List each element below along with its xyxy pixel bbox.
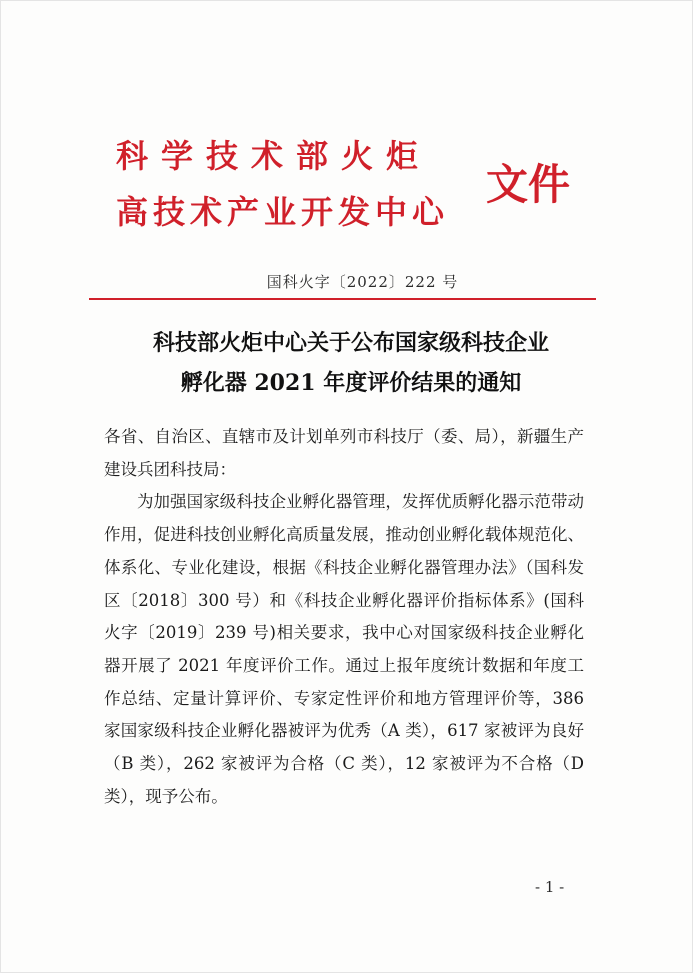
body-paragraph: 为加强国家级科技企业孵化器管理，发挥优质孵化器示范带动作用，促进科技创业孵化高质量发展，推动创业孵化载体规范化、体系化、专业化建设，根据《科技企业孵化器管理办法》（国科发区〔2018〕300 号）和《科技企业孵化器评价指标体系》(国科火字〔2019〕239 号)相关要求，我中心对国家级科技企业孵化器开展了 2021 年度评价工作。通过上报年度统计数据和年度工作总结、定量计算评价、专家定性评价和地方管理评价等，386 家国家级科技企业孵化器被评为优秀（A 类），617 家被评为良好（B 类），262 家被评为合格（C 类），12 家被评为不合格（D 类），现予公布。: [104, 492, 584, 806]
notice-title: [71, 323, 631, 403]
page-number: - 1 -: [535, 878, 565, 896]
issuing-org-line-1: 科学技术部火炬: [116, 137, 432, 175]
notice-body: [104, 421, 584, 813]
notice-title-line-1: 科技部火炬中心关于公布国家级科技企业: [152, 330, 549, 356]
notice-title-line-2: 孵化器 2021 年度评价结果的通知: [180, 370, 522, 396]
issuing-org-line-2: 高技术产业开发中心: [116, 193, 450, 231]
document-type-label: 文件: [486, 160, 571, 209]
red-separator-line: [89, 298, 596, 300]
document-number: 国科火字〔2022〕222 号: [266, 273, 459, 291]
salutation: 各省、自治区、直辖市及计划单列市科技厅（委、局），新疆生产建设兵团科技局：: [104, 427, 584, 479]
